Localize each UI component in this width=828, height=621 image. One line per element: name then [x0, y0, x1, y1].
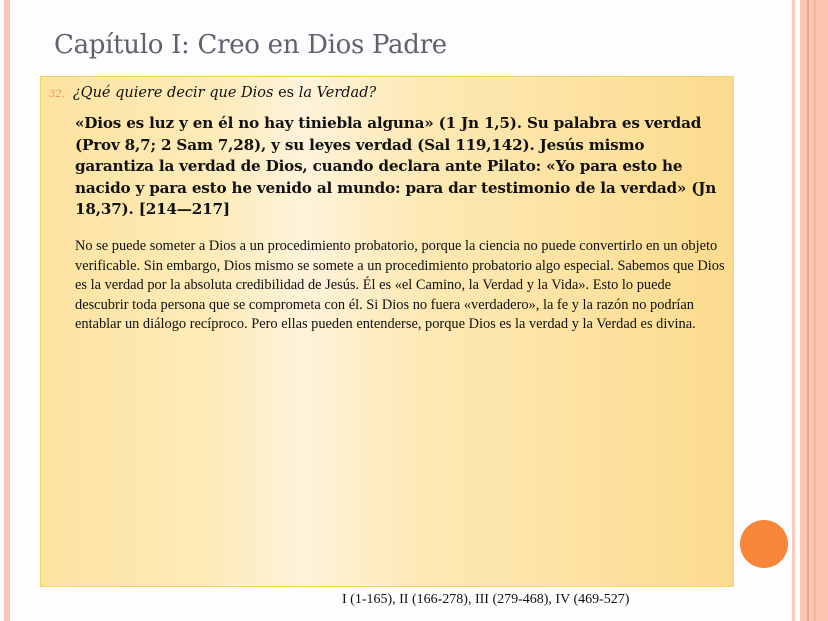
orange-circle-decoration — [740, 520, 788, 568]
right-decorative-stripe — [792, 0, 795, 621]
slide-title: Capítulo I: Creo en Dios Padre — [54, 30, 447, 60]
answer-body: No se puede someter a Dios a un procedimiento probatorio, porque la ciencia no puede convertirlo en un objeto verificable. Sin embargo, Dios mismo se somete a un procedimiento probatorio algo especial. Sabemos que Dios es la verdad por la absoluta credibilidad de Jesús. Él es «el Camino, la Verdad y la Vida». Esto lo puede descubrir toda persona que se comprometa con él. Si Dios no fuera «verdadero», la fe y la razón no podrían entablar un diálogo recíproco. Pero ellas pueden entenderse, porque Dios es la verdad y la Verdad es divina. — [75, 238, 725, 333]
question-text: la Verdad? — [298, 85, 377, 101]
question-text: ¿Qué quiere decir que Dios — [72, 85, 274, 101]
question — [49, 85, 376, 101]
right-decorative-line — [813, 0, 816, 621]
left-decorative-stripe — [4, 0, 10, 621]
right-decorative-line — [807, 0, 809, 621]
question-number: 32. — [49, 89, 65, 100]
content-box — [40, 76, 734, 587]
footer-section-ranges: I (1-165), II (166-278), III (279-468), IV (469-527) — [342, 592, 630, 607]
question-text: es — [273, 85, 299, 101]
answer-summary: «Dios es luz y en él no hay tiniebla alguna» (1 Jn 1,5). Su palabra es verdad (Prov 8,7; 2 Sam 7,28), y su leyes verdad (Sal 119,142). Jesús mismo garantiza la verdad de Dios, cuando declara ante Pilato: «Yo para esto he nacido y para esto he venido al mundo: para dar testimonio de la verdad» (Jn 18,37). [214—217] — [75, 114, 717, 218]
